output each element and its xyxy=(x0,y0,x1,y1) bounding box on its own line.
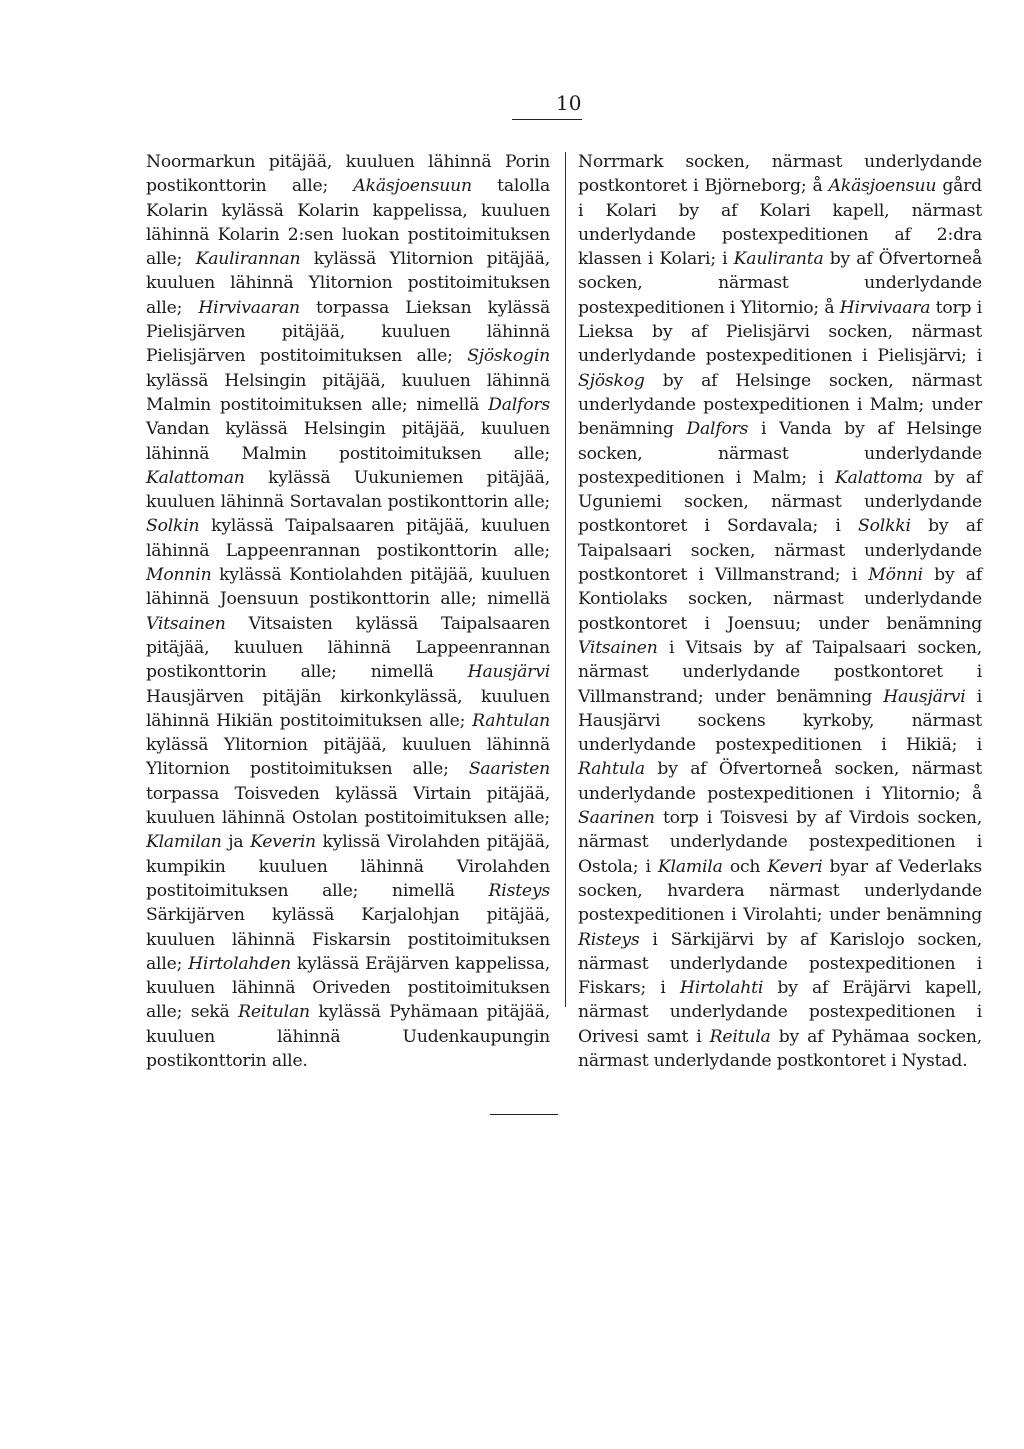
place-name: Reitulan xyxy=(238,1002,310,1023)
finnish-paragraph: Noormarkun pitäjää, kuuluen lähinnä Porin postikonttorin alle; Akäsjoensuun talolla Kolarin kylässä Kolarin kappelissa, kuuluen lähinnä Kolarin 2:sen luokan postitoimituksen alle; Kaulirannan kylässä Ylitornion pitäjää, kuuluen lähinnä Ylitornion postitoimituksen alle; Hirvivaaran torpassa Lieksan kylässä Pielisjärven pitäjää, kuuluen lähinnä Pielisjärven postitoimituksen alle; Sjöskogin kylässä Helsingin pitäjää, kuuluen lähinnä Malmin postitoimituksen alle; nimellä Dalfors Vandan kylässä Helsingin pitäjää, kuuluen lähinnä Malmin postitoimituksen alle; Kalattoman kylässä Uukuniemen pitäjää, kuuluen lähinnä Sortavalan postikonttorin alle; Solkin kylässä Taipalsaaren pitäjää, kuuluen lähinnä Lappeenrannan postikonttorin alle; Monnin kylässä Kontiolahden pitäjää, kuuluen lähinnä Joensuun postikonttorin alle; nimellä Vitsainen Vitsaisten kylässä Taipalsaaren pitäjää, kuuluen lähinnä Lappeenrannan postikonttorin alle; nimellä Hausjärvi Hausjärven pitäjän kirkonkylässä, kuuluen lähinnä Hikiän postitoimituksen alle; Rahtulan kylässä Ylitornion pitäjää, kuuluen lähinnä Ylitornion postitoimituksen alle; Saaristen torpassa Toisveden kylässä Virtain pitäjää, kuuluen lähinnä Ostolan postitoimituksen alle; Klamilan ja Keverin kylissä Virolahden pitäjää, kumpikin kuuluen lähinnä Virolahden postitoimituksen alle; nimellä Risteys Särkijärven kylässä Karjalohjan pitäjää, kuuluen lähinnä Fiskarsin postitoimituksen alle; Hirtolahden kylässä Eräjärven kappelissa, kuuluen lähinnä Oriveden postitoimituksen alle; sekä Reitulan kylässä Pyhämaan pitäjää, kuuluen lähinnä Uudenkaupungin postikonttorin alle. xyxy=(146,152,550,1071)
place-name: Sjöskog xyxy=(578,370,645,391)
swedish-column xyxy=(578,150,982,1073)
place-name: Reitula xyxy=(709,1026,771,1047)
place-name: Mönni xyxy=(868,565,923,586)
place-name: Klamilan xyxy=(146,832,222,853)
swedish-paragraph: Norrmark socken, närmast underlydande postkontoret i Björneborg; å Akäsjoensuu gård i Kolari by af Kolari kapell, närmast underlydande postexpeditionen af 2:dra klassen i Kolari; i Kauliranta by af Öfvertorneå socken, närmast underlydande postexpeditionen i Ylitornio; å Hirvivaara torp i Lieksa by af Pielisjärvi socken, närmast underlydande postexpeditionen i Pielisjärvi; i Sjöskog by af Helsinge socken, närmast underlydande postexpeditionen i Malm; under benämning Dalfors i Vanda by af Helsinge socken, närmast underlydande postexpeditionen i Malm; i Kalattoma by af Uguniemi socken, närmast underlydande postkontoret i Sordavala; i Solkki by af Taipalsaari socken, närmast underlydande postkontoret i Villmanstrand; i Mönni by af Kontiolaks socken, närmast underlydande postkontoret i Joensuu; under benämning Vitsainen i Vitsais by af Taipalsaari socken, närmast underlydande postkontoret i Villmanstrand; under benämning Hausjärvi i Hausjärvi sockens kyrkoby, närmast underlydande postexpeditionen i Hikiä; i Rahtula by af Öfvertorneå socken, närmast underlydande postexpeditionen i Ylitornio; å Saarinen torp i Toisvesi by af Virdois socken, närmast underlydande postexpeditionen i Ostola; i Klamila och Keveri byar af Vederlaks socken, hvardera närmast underlydande postexpeditionen i Virolahti; under benämning Risteys i Särkijärvi by af Karislojo socken, närmast underlydande postexpeditionen i Fiskars; i Hirtolahti by af Eräjärvi kapell, närmast underlydande postexpeditionen i Orivesi samt i Reitula by af Pyhämaa socken, närmast underlydande postkontoret i Nystad. xyxy=(578,152,983,1071)
place-name: Hirtolahden xyxy=(188,953,291,974)
place-name: Vitsainen xyxy=(146,613,226,634)
place-name: Vitsainen xyxy=(578,637,658,658)
place-name: Saarinen xyxy=(578,808,655,829)
place-name: Akäsjoensuun xyxy=(353,176,472,197)
place-name: Dalfors xyxy=(488,394,550,415)
place-name: Kalattoman xyxy=(146,467,245,488)
footer-rule xyxy=(490,1114,558,1115)
place-name: Risteys xyxy=(488,880,550,901)
place-name: Rahtulan xyxy=(472,710,550,731)
place-name: Monnin xyxy=(146,565,212,586)
place-name: Hirvivaara xyxy=(839,297,931,318)
place-name: Keveri xyxy=(767,856,823,877)
place-name: Saaristen xyxy=(468,759,550,780)
place-name: Kalattoma xyxy=(834,467,923,488)
place-name: Kaulirannan xyxy=(195,249,301,270)
place-name: Solkki xyxy=(858,516,911,537)
place-name: Hausjärvi xyxy=(467,662,550,683)
place-name: Solkin xyxy=(146,516,200,537)
column-divider xyxy=(565,152,566,1007)
header-rule xyxy=(512,119,582,120)
place-name: Sjöskogin xyxy=(467,346,550,367)
place-name: Akäsjoensuu xyxy=(828,176,937,197)
place-name: Rahtula xyxy=(578,759,645,780)
place-name: Dalfors xyxy=(686,419,749,440)
place-name: Hausjärvi xyxy=(883,686,966,707)
finnish-column xyxy=(146,150,550,1073)
place-name: Keverin xyxy=(250,832,316,853)
place-name: Hirtolahti xyxy=(679,978,764,999)
place-name: Kauliranta xyxy=(733,249,824,270)
place-name: Risteys xyxy=(578,929,640,950)
place-name: Hirvivaaran xyxy=(198,297,300,318)
place-name: Klamila xyxy=(657,856,723,877)
page-number: 10 xyxy=(556,91,582,115)
